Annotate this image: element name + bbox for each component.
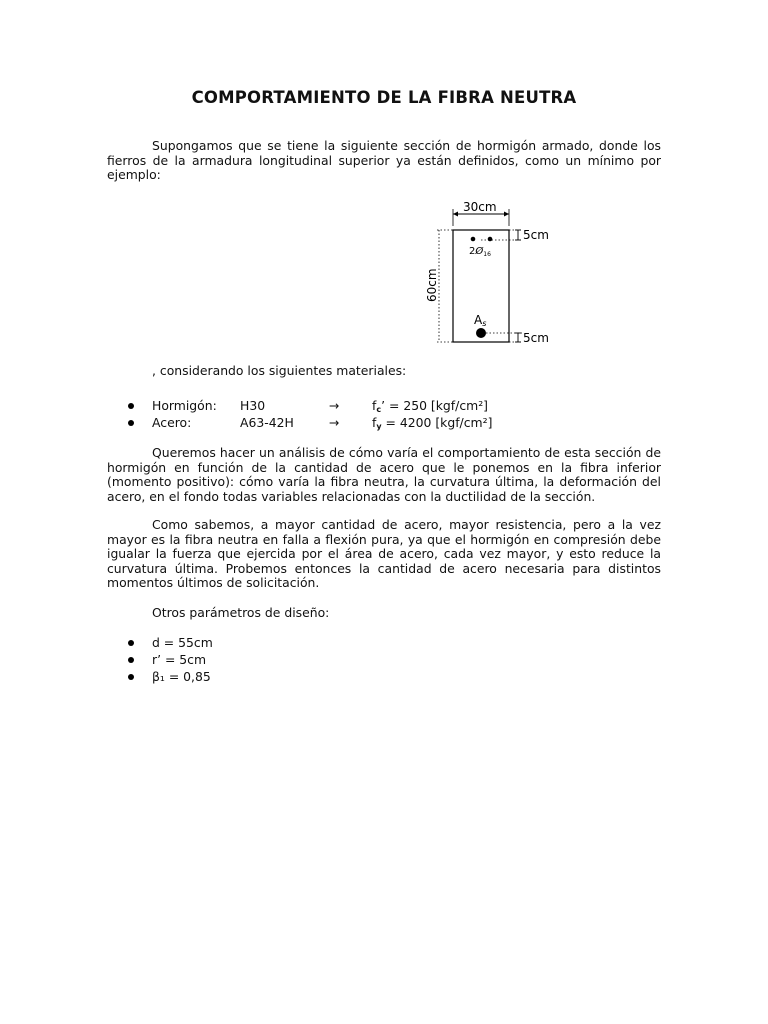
arrow-icon: → — [329, 415, 340, 430]
top-cover-label: 5cm — [523, 228, 549, 242]
top-bar-right — [488, 237, 493, 242]
design-params-list — [107, 634, 407, 685]
design-param-beta — [107, 668, 407, 685]
width-arrow-left — [453, 212, 458, 217]
top-bars-symbol: Ø — [475, 246, 484, 257]
design-param-d — [107, 634, 407, 651]
arrow-icon: → — [329, 398, 340, 413]
other-params-lead: Otros parámetros de diseño: — [152, 605, 330, 620]
materials-list — [107, 397, 661, 431]
top-bars-label — [469, 245, 491, 258]
bullet-icon — [128, 403, 134, 409]
property-value: ’ = 250 [kgf/cm²] — [381, 398, 489, 413]
top-bars-count: 2 — [469, 246, 476, 257]
materials-lead: , considerando los siguientes materiales: — [152, 363, 407, 378]
bottom-cover-label: 5cm — [523, 331, 549, 345]
param-text: β₁ = 0,85 — [152, 669, 211, 684]
material-name: Hormigón: — [152, 398, 217, 413]
steel-text: Como sabemos, a mayor cantidad de acero, mayor resistencia, pero a la vez mayor es la fibra neutra en falla a flexión pura, ya que el hormigón en compresión debe igualar la fuerza que ejercida por el área de acero, cada vez mayor, y esto reduce la curvatura última. Probemos entonces la cantidad de acero necesaria para distintos momentos últimos de solicitación. — [107, 517, 661, 590]
intro-text: Supongamos que se tiene la siguiente sección de hormigón armado, donde los fierros de la armadura longitudinal superior ya están definidos, como un mínimo por ejemplo: — [107, 138, 661, 182]
bottom-steel-label — [474, 313, 486, 328]
beam-section-figure — [419, 196, 564, 348]
bottom-steel-sub: s — [482, 319, 487, 328]
bullet-icon — [128, 420, 134, 426]
analysis-text: Queremos hacer un análisis de cómo varía el comportamiento de esta sección de hormigón en función de la cantidad de acero que le ponemos en la fibra inferior (momento positivo): cómo varía la fibra neutra, la curvatura última, la deformación del acero, en el fondo todas variables relacionadas con la ductilidad de la sección. — [107, 445, 661, 504]
material-name: Acero: — [152, 415, 192, 430]
design-param-r — [107, 651, 407, 668]
material-item-concrete — [107, 397, 661, 414]
top-bar-left — [471, 237, 476, 242]
material-grade: A63-42H — [240, 415, 294, 430]
steel-paragraph — [107, 518, 661, 591]
bullet-icon — [128, 640, 134, 646]
material-grade: H30 — [240, 398, 266, 413]
top-bars-diameter: 16 — [483, 251, 491, 258]
property-subscript: c — [376, 405, 382, 414]
bullet-icon — [128, 674, 134, 680]
param-text: r’ = 5cm — [152, 652, 207, 667]
width-arrow-right — [504, 212, 509, 217]
bottom-steel-a: A — [474, 313, 483, 327]
material-property — [372, 414, 492, 435]
intro-paragraph — [107, 139, 661, 183]
analysis-paragraph — [107, 446, 661, 504]
param-text: d = 55cm — [152, 635, 213, 650]
page-title: COMPORTAMIENTO DE LA FIBRA NEUTRA — [191, 88, 577, 107]
property-symbol: f — [372, 398, 377, 413]
width-label: 30cm — [463, 200, 497, 214]
bullet-icon — [128, 657, 134, 663]
height-label: 60cm — [425, 268, 439, 302]
material-item-steel — [107, 414, 661, 431]
bottom-steel-bar — [476, 328, 486, 338]
property-symbol: f — [372, 415, 377, 430]
property-subscript: y — [376, 422, 382, 431]
property-value: = 4200 [kgf/cm²] — [381, 415, 493, 430]
